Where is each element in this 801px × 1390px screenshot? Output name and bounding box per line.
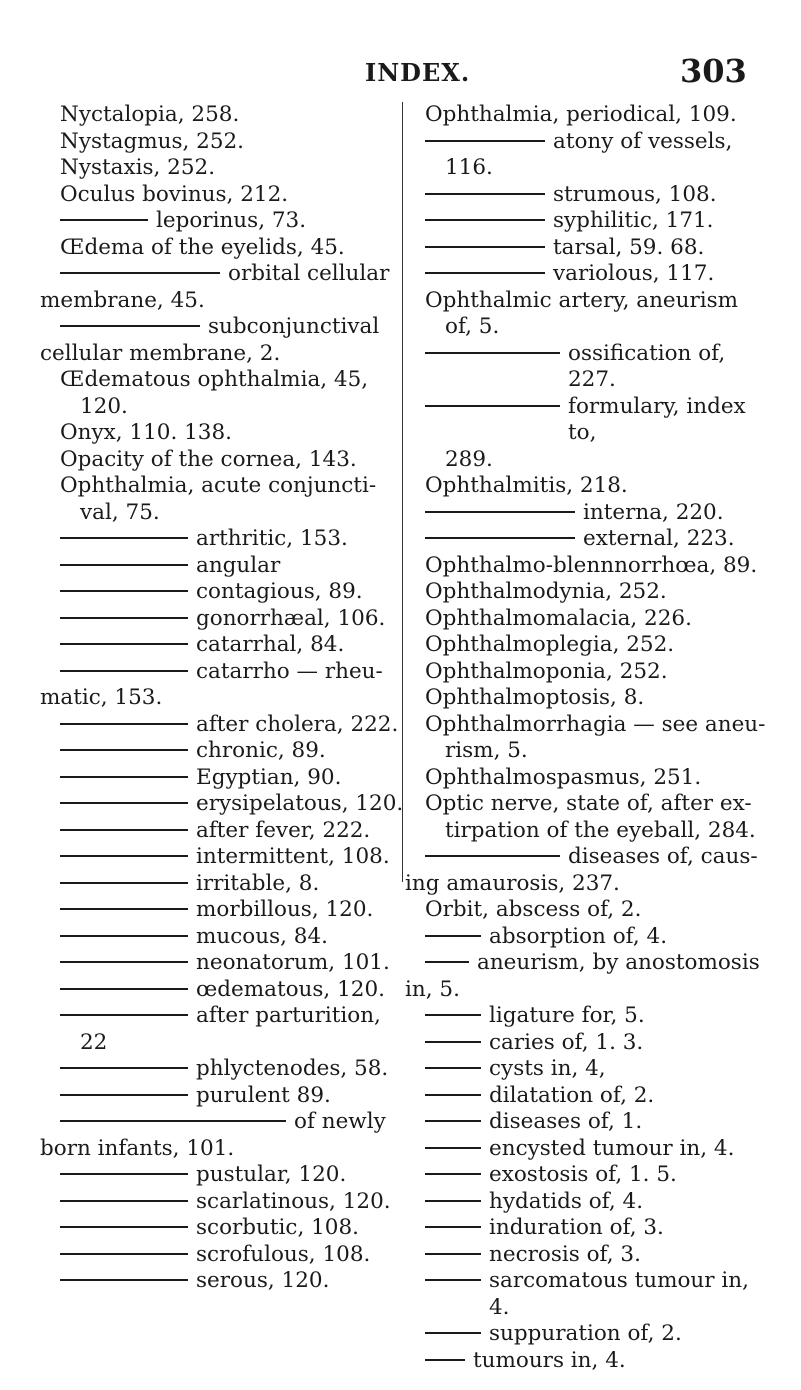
index-subentry [60, 950, 405, 977]
index-entry: Orbit, abscess of, 2. [425, 897, 642, 922]
subentry-text: neonatorum, 101. [196, 950, 390, 975]
index-subentry [425, 182, 770, 209]
ditto-dash [60, 802, 188, 804]
index-subentry [60, 208, 405, 235]
subentry-continuation: 289. [445, 446, 493, 472]
ditto-dash [425, 219, 545, 221]
subentry-text: after fever, 222. [196, 817, 371, 843]
subentry-text: subconjunctival [208, 314, 380, 339]
subentry-continuation: membrane, 45. [40, 287, 205, 313]
index-entry: Ophthalmic artery, aneurism of, 5. [425, 287, 739, 339]
subentry-text: tarsal, 59. 68. [553, 234, 705, 260]
index-subentry [60, 1083, 405, 1110]
ditto-dash [425, 1120, 481, 1122]
index-subentry [60, 765, 405, 792]
ditto-dash [60, 882, 188, 884]
ditto-dash [425, 961, 469, 963]
ditto-dash [425, 935, 481, 937]
subentry-text: angular [196, 552, 281, 578]
page-title: INDEX. [365, 58, 471, 87]
ditto-dash [425, 1200, 481, 1202]
index-subentry [425, 924, 770, 951]
index-subentry [60, 526, 405, 553]
index-entry: Ophthalmia, acute conjuncti-val, 75. [60, 473, 377, 525]
index-subentry [60, 977, 405, 1004]
index-entry: Ophthalmo-blennnorrhœa, 89. [425, 552, 758, 578]
subentry-text: irritable, 8. [196, 870, 320, 896]
index-subentry [60, 659, 405, 686]
index-entry: Onyx, 110. 138. [60, 420, 232, 445]
index-entry: Optic nerve, state of, after ex-tirpation of the eyeball, 284. [425, 791, 756, 843]
ditto-dash [60, 961, 188, 963]
ditto-dash [425, 1359, 465, 1361]
index-subentry [425, 235, 770, 262]
index-subentry [425, 1030, 770, 1057]
ditto-dash [60, 537, 188, 539]
index-entry: Ophthalmoponia, 252. [425, 658, 668, 684]
subentry-text: strumous, 108. [553, 181, 717, 207]
index-subentry [60, 579, 405, 606]
index-subentry [425, 1268, 770, 1321]
ditto-dash [60, 1200, 188, 1202]
subentry-text: of newly [294, 1109, 386, 1134]
subentry-text: suppuration of, 2. [489, 1321, 682, 1346]
subentry-text: serous, 120. [196, 1268, 330, 1293]
index-subentry [60, 897, 405, 924]
ditto-dash [60, 908, 188, 910]
ditto-dash [425, 405, 560, 407]
index-subentry [60, 924, 405, 951]
ditto-dash [425, 1226, 481, 1228]
subentry-continuation: 22 [80, 1029, 108, 1055]
index-entry: Oculus bovinus, 212. [60, 181, 289, 207]
subentry-text: external, 223. [583, 526, 735, 551]
ditto-dash [60, 1279, 188, 1281]
index-subentry [425, 341, 770, 394]
ditto-dash [425, 193, 545, 195]
subentry-text: œdematous, 120. [196, 976, 385, 1002]
ditto-dash [60, 855, 188, 857]
index-subentry [60, 738, 405, 765]
subentry-text: erysipelatous, 120. [196, 791, 404, 816]
ditto-dash [425, 1147, 481, 1149]
index-subentry [60, 632, 405, 659]
ditto-dash [60, 590, 188, 592]
index-subentry [425, 1321, 770, 1348]
index-entry: Nystaxis, 252. [60, 155, 216, 180]
subentry-text: aneurism, by anostomosis [477, 950, 760, 975]
ditto-dash [425, 511, 575, 513]
index-subentry [60, 818, 405, 845]
ditto-dash [60, 1067, 188, 1069]
ditto-dash [425, 855, 560, 857]
ditto-dash [60, 988, 188, 990]
subentry-text: absorption of, 4. [489, 923, 668, 949]
subentry-continuation: 116. [445, 155, 493, 180]
index-subentry [425, 844, 770, 871]
index-subentry [425, 1056, 770, 1083]
subentry-text: arthritic, 153. [196, 526, 348, 551]
subentry-text: scarlatinous, 120. [196, 1188, 391, 1214]
subentry-text: scorbutic, 108. [196, 1215, 360, 1240]
ditto-dash [425, 1041, 481, 1043]
index-subentry [425, 1109, 770, 1136]
subentry-text: exostosis of, 1. 5. [489, 1162, 677, 1187]
ditto-dash [60, 643, 188, 645]
subentry-text: ossification of, 227. [568, 340, 726, 392]
ditto-dash [60, 564, 188, 566]
ditto-dash [60, 272, 220, 274]
ditto-dash [425, 246, 545, 248]
index-entry: Nystagmus, 252. [60, 128, 245, 154]
index-subentry [60, 844, 405, 871]
subentry-continuation: ing amaurosis, 237. [405, 870, 620, 896]
ditto-dash [425, 1173, 481, 1175]
subentry-text: atony of vessels, [553, 128, 733, 154]
ditto-dash [425, 1067, 481, 1069]
index-subentry [60, 1109, 405, 1136]
ditto-dash [60, 1253, 188, 1255]
index-entry: Ophthalmoplegia, 252. [425, 632, 675, 657]
subentry-text: mucous, 84. [196, 923, 328, 949]
subentry-continuation: cellular membrane, 2. [40, 340, 281, 366]
ditto-dash [60, 1226, 188, 1228]
subentry-text: after cholera, 222. [196, 711, 399, 737]
index-subentry [425, 394, 770, 447]
ditto-dash [60, 1094, 188, 1096]
index-subentry [60, 1056, 405, 1083]
ditto-dash [425, 1332, 481, 1334]
index-subentry [60, 261, 405, 288]
subentry-text: ligature for, 5. [489, 1003, 645, 1028]
ditto-dash [425, 1253, 481, 1255]
subentry-text: orbital cellular [228, 261, 390, 286]
subentry-text: contagious, 89. [196, 579, 363, 604]
ditto-dash [60, 617, 188, 619]
index-subentry [425, 1242, 770, 1269]
ditto-dash [425, 140, 545, 142]
index-subentry [60, 1189, 405, 1216]
subentry-text: tumours in, 4. [473, 1347, 626, 1373]
index-entry: Ophthalmospasmus, 251. [425, 764, 702, 790]
page-header [0, 52, 801, 92]
subentry-text: catarrhal, 84. [196, 632, 345, 657]
subentry-text: variolous, 117. [553, 261, 715, 286]
subentry-text: pustular, 120. [196, 1162, 347, 1187]
index-subentry [60, 871, 405, 898]
ditto-dash [60, 935, 188, 937]
subentry-continuation: in, 5. [405, 976, 460, 1002]
ditto-dash [60, 829, 188, 831]
index-subentry [425, 1215, 770, 1242]
subentry-text: necrosis of, 3. [489, 1241, 641, 1267]
subentry-text: dilatation of, 2. [489, 1082, 655, 1108]
ditto-dash [60, 1014, 188, 1016]
index-entry: Ophthalmoptosis, 8. [425, 685, 645, 710]
subentry-text: sarcomatous tumour in, 4. [489, 1268, 749, 1320]
subentry-text: induration of, 3. [489, 1215, 664, 1240]
index-subentry [425, 500, 770, 527]
index-subentry [60, 1215, 405, 1242]
subentry-continuation: matic, 153. [40, 685, 163, 710]
index-subentry [60, 606, 405, 633]
subentry-text: morbillous, 120. [196, 897, 374, 922]
index-subentry [425, 1136, 770, 1163]
index-subentry [425, 1189, 770, 1216]
index-subentry [60, 1003, 405, 1030]
ditto-dash [425, 272, 545, 274]
index-subentry [425, 1003, 770, 1030]
ditto-dash [425, 352, 560, 354]
index-subentry [60, 1268, 405, 1295]
ditto-dash [60, 670, 188, 672]
index-column-right [405, 102, 770, 1374]
ditto-dash [60, 325, 200, 327]
subentry-text: diseases of, 1. [489, 1109, 643, 1134]
ditto-dash [60, 1173, 188, 1175]
index-subentry [425, 526, 770, 553]
index-subentry [60, 314, 405, 341]
index-subentry [425, 261, 770, 288]
index-subentry [425, 129, 770, 156]
subentry-text: formulary, index to, [568, 393, 746, 445]
subentry-text: diseases of, caus- [568, 844, 758, 869]
subentry-text: leporinus, 73. [156, 208, 307, 233]
index-entry: Ophthalmomalacia, 226. [425, 605, 692, 631]
index-entry: Ophthalmia, periodical, 109. [425, 102, 737, 127]
index-entry: Œdema of the eyelids, 45. [60, 234, 345, 260]
subentry-text: gonorrhæal, 106. [196, 605, 386, 631]
ditto-dash [60, 749, 188, 751]
subentry-text: interna, 220. [583, 499, 724, 525]
index-subentry [425, 1162, 770, 1189]
subentry-text: caries of, 1. 3. [489, 1029, 644, 1055]
index-entry: Œdematous ophthalmia, 45, 120. [60, 367, 369, 419]
ditto-dash [425, 1279, 481, 1281]
subentry-text: hydatids of, 4. [489, 1188, 644, 1214]
index-subentry [60, 1162, 405, 1189]
index-subentry [425, 1348, 770, 1375]
subentry-text: phlyctenodes, 58. [196, 1056, 389, 1081]
index-subentry [60, 1242, 405, 1269]
index-column-left [40, 102, 405, 1295]
subentry-text: cysts in, 4, [489, 1056, 606, 1081]
ditto-dash [425, 1014, 481, 1016]
subentry-text: intermittent, 108. [196, 844, 390, 869]
subentry-continuation: born infants, 101. [40, 1135, 235, 1161]
subentry-text: catarrho — rheu- [196, 658, 383, 684]
index-entry: Nyctalopia, 258. [60, 102, 240, 127]
index-entry: Ophthalmitis, 218. [425, 473, 628, 498]
ditto-dash [60, 219, 148, 221]
ditto-dash [425, 1094, 481, 1096]
subentry-text: after parturition, [196, 1003, 381, 1028]
index-entry: Ophthalmodynia, 252. [425, 579, 667, 604]
ditto-dash [60, 776, 188, 778]
ditto-dash [425, 537, 575, 539]
index-entry: Ophthalmorrhagia — see aneu-rism, 5. [425, 711, 766, 763]
index-subentry [60, 712, 405, 739]
page-number: 303 [680, 52, 747, 90]
index-subentry [60, 791, 405, 818]
subentry-text: purulent 89. [196, 1082, 331, 1108]
index-subentry [60, 553, 405, 580]
subentry-text: Egyptian, 90. [196, 764, 342, 790]
ditto-dash [60, 723, 188, 725]
subentry-text: chronic, 89. [196, 738, 326, 763]
subentry-text: encysted tumour in, 4. [489, 1135, 735, 1161]
subentry-text: scrofulous, 108. [196, 1241, 371, 1267]
ditto-dash [60, 1120, 286, 1122]
subentry-text: syphilitic, 171. [553, 208, 714, 233]
index-subentry [425, 1083, 770, 1110]
index-subentry [425, 950, 770, 977]
index-entry: Opacity of the cornea, 143. [60, 446, 357, 472]
index-subentry [425, 208, 770, 235]
